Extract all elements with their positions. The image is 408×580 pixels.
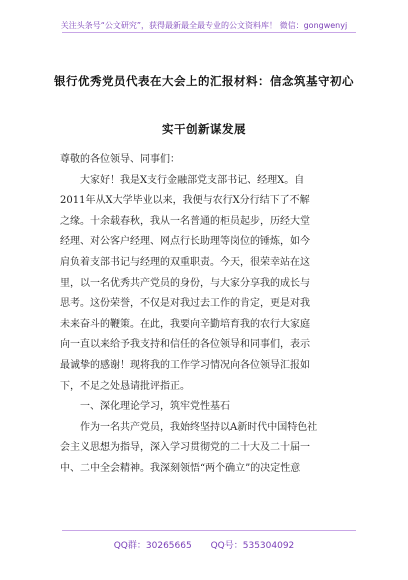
paragraph-line: 下，不足之处恳请批评指正。 (60, 380, 190, 392)
document-title: 银行优秀党员代表在大会上的汇报材料：信念筑基守初心 (54, 74, 354, 88)
paragraph-line: 中、二中全会精神。我深刻领悟“两个确立”的决定性意 (60, 462, 301, 474)
paragraph-line: 未来奋斗的鞭策。在此，我要向辛勤培育我的农行大家庭 (60, 318, 310, 330)
document-body (60, 150, 348, 480)
paragraph-line: 2011年从X大学毕业以来，我便与农行X分行结下了不解 (60, 195, 310, 207)
header-banner: 关注头条号“公文研究”，获得最新最全最专业的公文资料库！ 微信：gongwenyj (60, 21, 348, 30)
footer-qq-group: QQ群：30265665 (113, 541, 192, 551)
salutation: 尊敬的各位领导、同事们： (60, 154, 180, 165)
footer-divider (62, 530, 356, 531)
paragraph-line: 里，以一名优秀共产党员的身份，与大家分享我的成长与 (60, 277, 310, 289)
paragraph-line: 最诚挚的感谢！现将我的工作学习情况向各位领导汇报如 (60, 359, 310, 371)
paragraph-line: 作为一名共产党员，我始终坚持以A新时代中国特色社 (80, 421, 318, 433)
paragraph-line: 向一直以来给予我支持和信任的各位领导和同事们，表示 (60, 339, 310, 351)
paragraph-line: 经理、对公客户经理、网点行长助理等岗位的锤炼，如今 (60, 236, 310, 248)
header-divider (62, 32, 356, 33)
paragraph-line: 思考。这份荣誉，不仅是对我过去工作的肯定，更是对我 (60, 298, 310, 310)
paragraph-line: 之缘。十余载春秋，我从一名普通的柜员起步，历经大堂 (60, 215, 310, 227)
paragraph-line: 肩负着支部书记与经理的双重职责。今天，很荣幸站在这 (60, 256, 310, 268)
footer-qq-number: QQ号：535304092 (210, 541, 295, 551)
paragraph-line: 会主义思想为指导，深入学习贯彻党的二十大及二十届一 (60, 442, 310, 454)
paragraph-line: 大家好！我是X支行金融部党支部书记、经理X。自 (80, 174, 305, 186)
section-heading: 一、深化理论学习，筑牢党性基石 (80, 401, 230, 413)
footer (0, 538, 408, 551)
document-title-line2: 实干创新谋发展 (162, 122, 246, 136)
